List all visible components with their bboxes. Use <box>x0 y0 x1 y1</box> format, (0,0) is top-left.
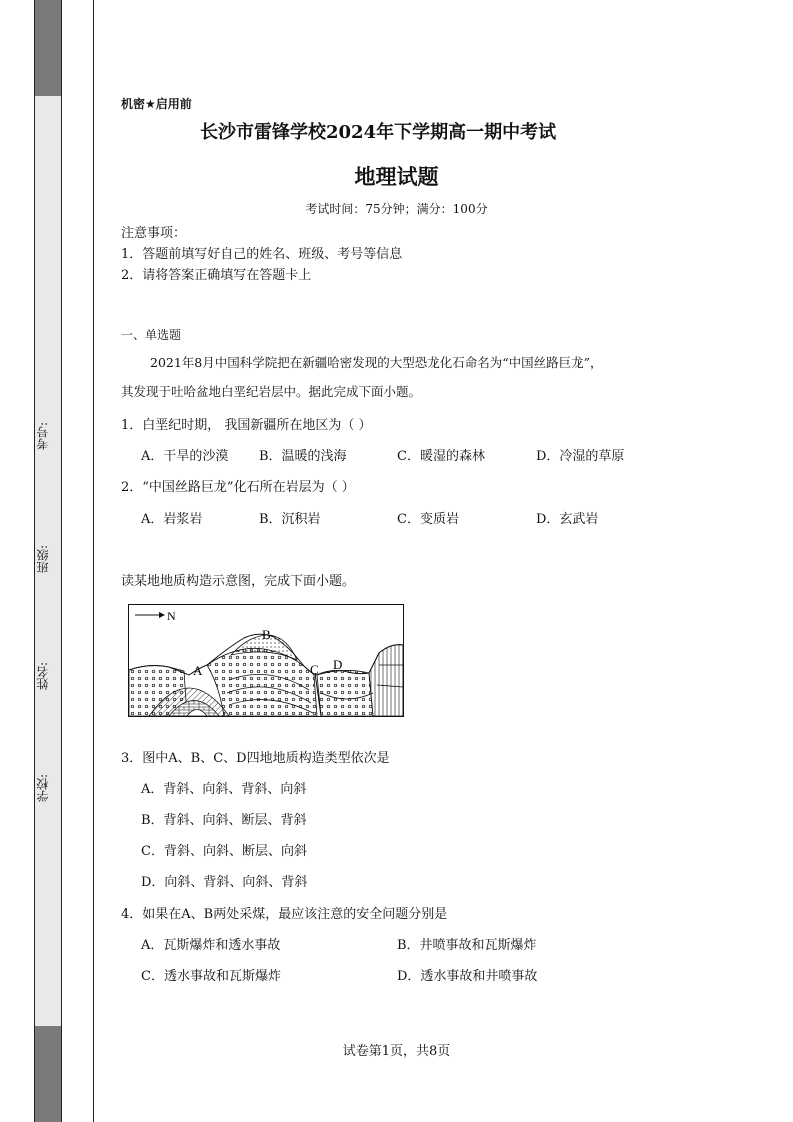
q4-option-d: D．透水事故和井喷事故 <box>397 969 538 984</box>
north-arrow-icon <box>135 612 165 618</box>
q3-option-a: A．背斜、向斜、背斜、向斜 <box>141 782 307 797</box>
secret-mark: 机密★启用前 <box>121 97 192 111</box>
material-1-line-2: 其发现于吐哈盆地白垩纪岩层中。据此完成下面小题。 <box>121 384 422 399</box>
notes-item-1: 1．答题前填写好自己的姓名、班级、考号等信息 <box>121 247 403 262</box>
q4-option-a: A．瓦斯爆炸和透水事故 <box>141 938 281 953</box>
q4-option-b: B．井喷事故和瓦斯爆炸 <box>397 938 537 953</box>
notes-item-2: 2．请将答案正确填写在答题卡上 <box>121 268 312 283</box>
section-title: 一、单选题 <box>121 328 182 342</box>
exam-time-info: 考试时间：75分钟；满分：100分 <box>305 202 488 216</box>
q1-option-d: D．冷湿的草原 <box>536 449 625 464</box>
material-1-line-1: 2021年8月中国科学院把在新疆哈密发现的大型恐龙化石命名为“中国丝路巨龙”， <box>150 355 603 370</box>
q2-option-a: A．岩浆岩 <box>141 512 203 527</box>
question-3-stem: 3．图中A、B、C、D四地地质构造类型依次是 <box>121 751 390 766</box>
page-footer: 试卷第1页，共8页 <box>342 1044 451 1059</box>
binding-label-school: 学校: <box>36 773 50 802</box>
notes-title: 注意事项： <box>121 226 187 241</box>
binding-label-exam-number: 考号: <box>36 421 50 450</box>
material-2: 读某地地质构造示意图，完成下面小题。 <box>121 574 356 589</box>
q2-option-d: D．玄武岩 <box>536 512 599 527</box>
point-label-a: A <box>193 663 203 678</box>
exam-title: 长沙市雷锋学校2024年下学期高一期中考试 <box>200 122 557 143</box>
question-1-stem: 1．白垩纪时期， 我国新疆所在地区为（ ） <box>121 418 372 433</box>
point-label-d: D <box>333 657 343 672</box>
binding-label-class: 班级: <box>36 544 50 573</box>
q2-option-c: C．变质岩 <box>397 512 459 527</box>
q2-option-b: B．沉积岩 <box>259 512 321 527</box>
point-label-c: C <box>310 662 319 677</box>
q1-option-c: C．暖湿的森林 <box>397 449 485 464</box>
binding-bar-top <box>35 0 61 96</box>
binding-label-name: 姓名: <box>36 661 50 690</box>
q1-option-b: B．温暖的浅海 <box>259 449 347 464</box>
q4-option-c: C．透水事故和瓦斯爆炸 <box>141 969 281 984</box>
q3-option-d: D．向斜、背斜、向斜、背斜 <box>141 875 308 890</box>
north-label: N <box>167 609 176 623</box>
q3-option-b: B．背斜、向斜、断层、背斜 <box>141 813 307 828</box>
geologic-structure-diagram <box>128 604 404 717</box>
question-2-stem: 2．“中国丝路巨龙”化石所在岩层为（ ） <box>121 480 355 495</box>
subject-title: 地理试题 <box>354 165 439 189</box>
q1-option-a: A．干旱的沙漠 <box>141 449 229 464</box>
question-4-stem: 4．如果在A、B两处采煤，最应该注意的安全问题分别是 <box>121 907 448 922</box>
point-label-b: B <box>262 627 271 642</box>
q3-option-c: C．背斜、向斜、断层、向斜 <box>141 844 307 859</box>
